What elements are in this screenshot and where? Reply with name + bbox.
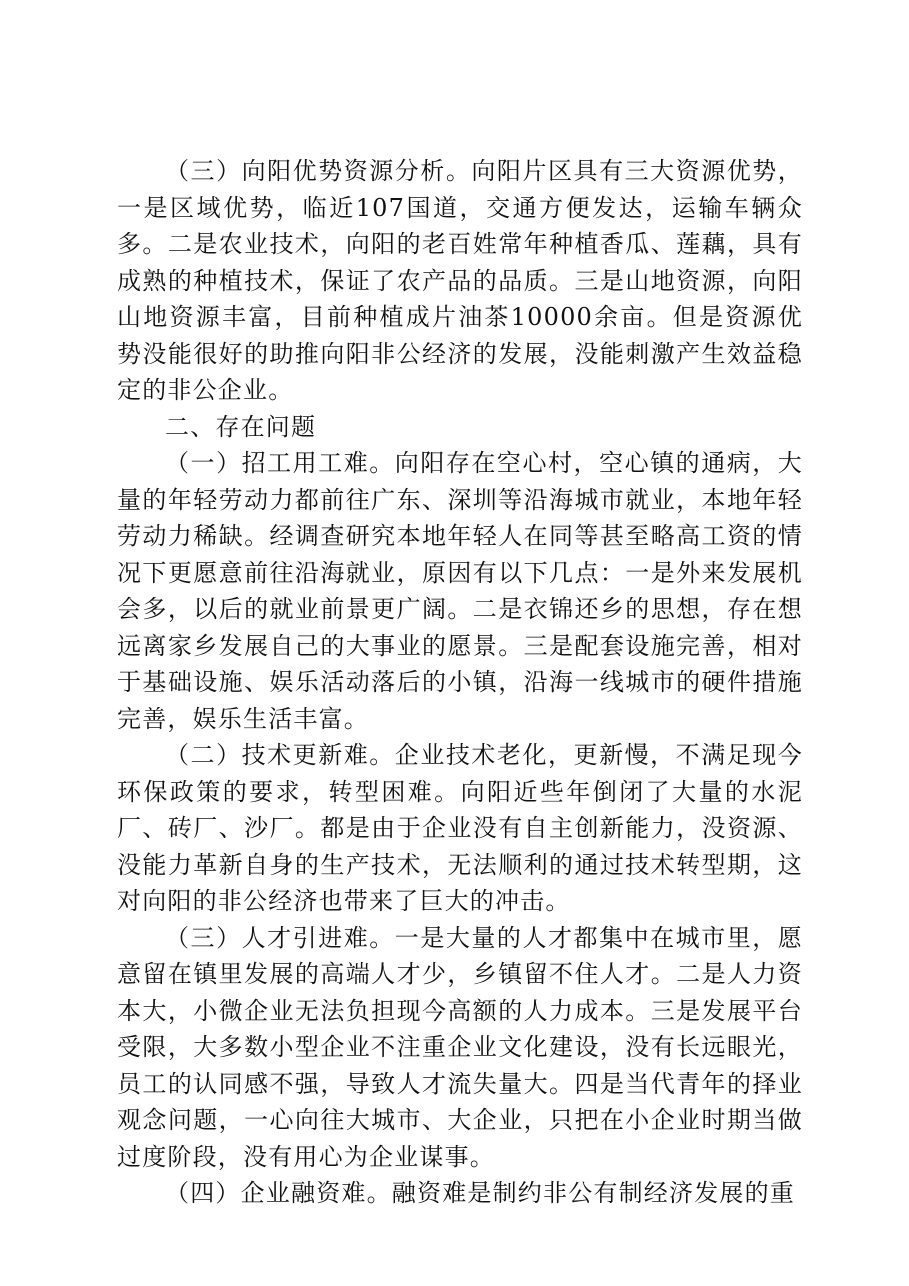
paragraph-resource-analysis: （三）向阳优势资源分析。向阳片区具有三大资源优势，一是区域优势，临近107国道，交通方便发达，运输车辆众多。二是农业技术，向阳的老百姓常年种植香瓜、莲藕，具有成熟的种植技术，保证了农产品的品质。三是山地资源，向阳山地资源丰富，目前种植成片油茶10000余亩。但是资源优势没能很好的助推向阳非公经济的发展，没能刺激产生效益稳定的非公企业。 <box>117 157 803 404</box>
paragraph-recruitment-difficulty: （一）招工用工难。向阳存在空心村，空心镇的通病，大量的年轻劳动力都前往广东、深圳等沿海城市就业，本地年轻劳动力稀缺。经调查研究本地年轻人在同等甚至略高工资的情况下更愿意前往沿海就业，原因有以下几点：一是外来发展机会多，以后的就业前景更广阔。二是衣锦还乡的思想，存在想远离家乡发展自己的大事业的愿景。三是配套设施完善，相对于基础设施、娱乐活动落后的小镇，沿海一线城市的硬件措施完善，娱乐生活丰富。 <box>117 449 803 733</box>
paragraph-financing-difficulty: （四）企业融资难。融资难是制约非公有制经济发展的重 <box>165 1179 795 1207</box>
section-heading-problems: 二、存在问题 <box>165 412 317 441</box>
document-body <box>117 153 803 1212</box>
paragraph-technology-update-difficulty: （二）技术更新难。企业技术老化，更新慢，不满足现今环保政策的要求，转型困难。向阳近些年倒闭了大量的水泥厂、砖厂、沙厂。都是由于企业没有自主创新能力，没资源、没能力革新自身的生产技术，无法顺利的通过技术转型期，这对向阳的非公经济也带来了巨大的冲击。 <box>117 741 803 915</box>
paragraph-talent-introduction-difficulty: （三）人才引进难。一是大量的人才都集中在城市里，愿意留在镇里发展的高端人才少，乡镇留不住人才。二是人力资本大，小微企业无法负担现今高额的人力成本。三是发展平台受限，大多数小型企业不注重企业文化建设，没有长远眼光，员工的认同感不强，导致人才流失量大。四是当代青年的择业观念问题，一心向往大城市、大企业，只把在小企业时期当做过度阶段，没有用心为企业谋事。 <box>117 923 803 1171</box>
